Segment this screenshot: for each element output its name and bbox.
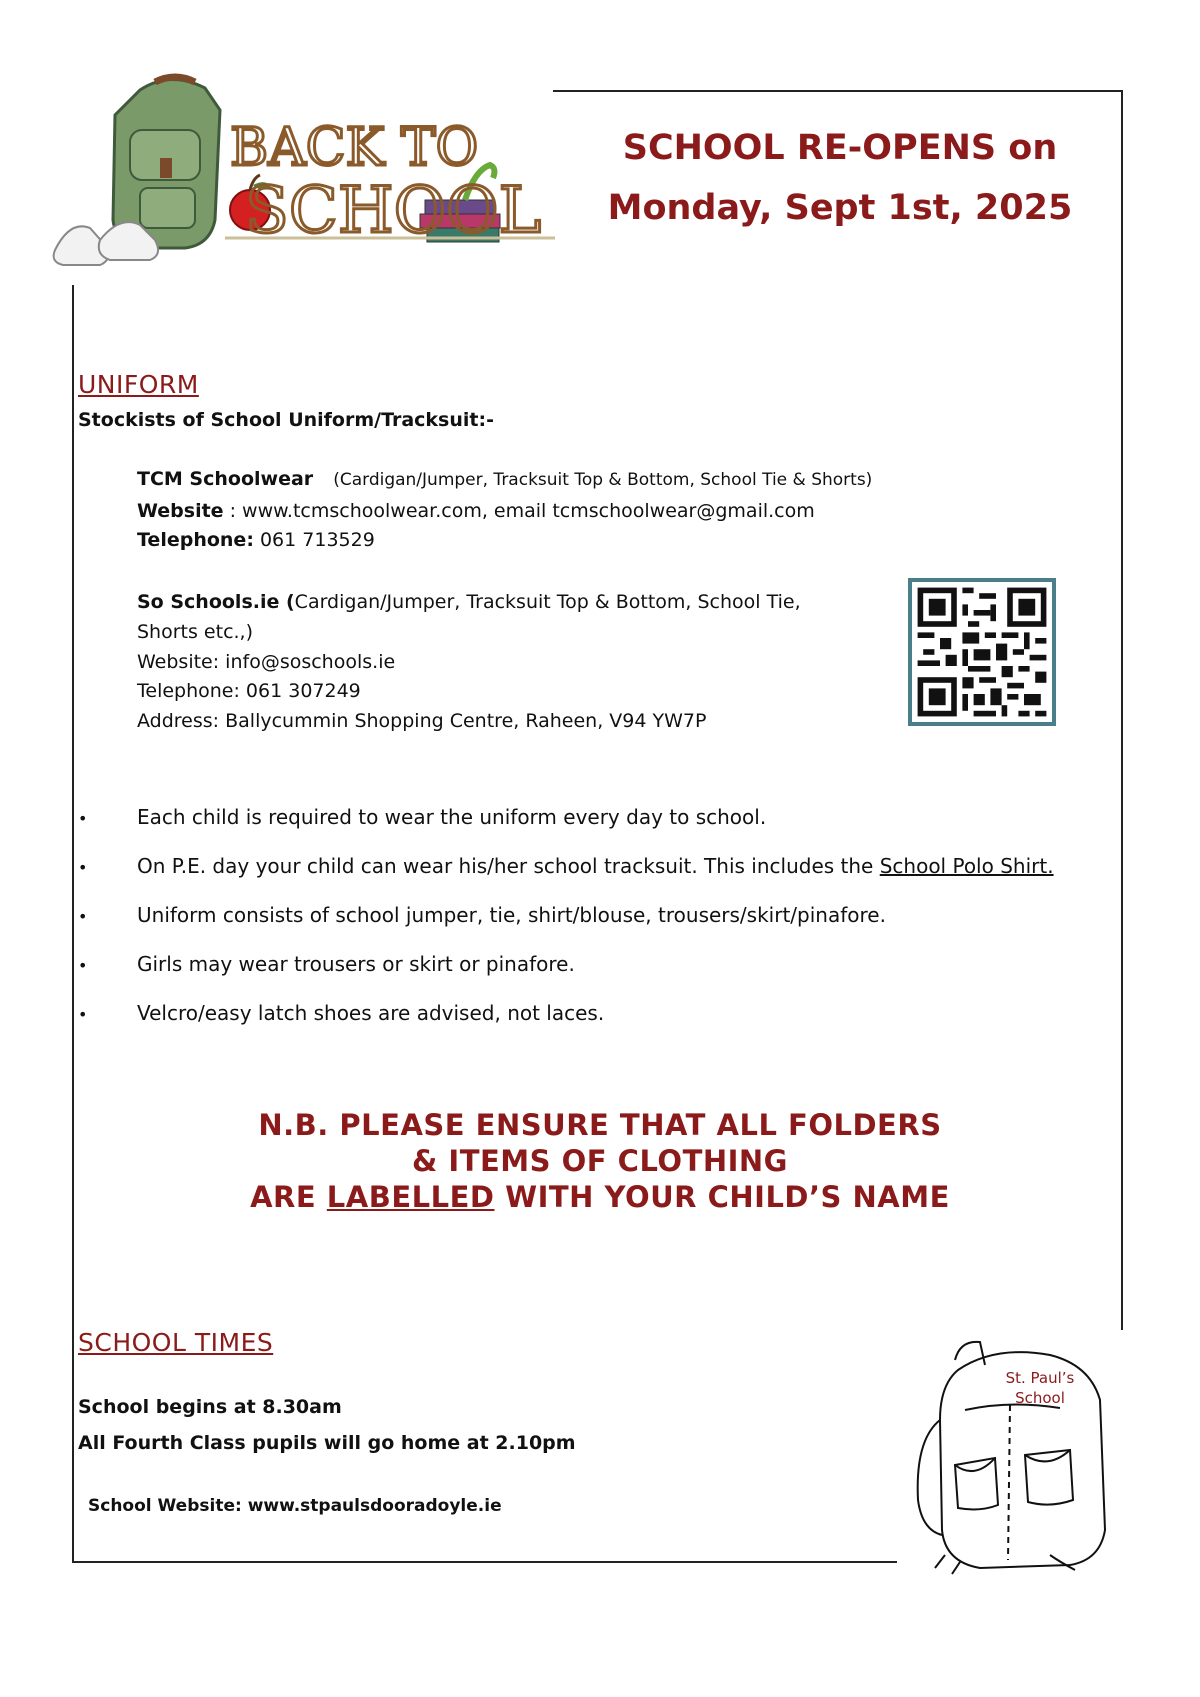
clipart-caption-line1: BACK TO bbox=[230, 118, 479, 178]
list-item-text: Girls may wear trousers or skirt or pinafore. bbox=[137, 952, 575, 976]
soschools-website[interactable]: Website: info@soschools.ie bbox=[137, 651, 396, 673]
bullet-icon: • bbox=[78, 1005, 88, 1024]
notice-line-2: & ITEMS OF CLOTHING bbox=[412, 1144, 788, 1178]
list-item bbox=[78, 805, 1128, 854]
notice-line-3-pre: ARE bbox=[250, 1180, 327, 1214]
tcm-website-label: Website bbox=[137, 500, 224, 522]
tcm-telephone-label: Telephone: bbox=[137, 529, 254, 551]
bullet-icon: • bbox=[78, 956, 88, 975]
list-item-text: Velcro/easy latch shoes are advised, not laces. bbox=[137, 1001, 605, 1025]
bullet-icon: • bbox=[78, 858, 88, 877]
school-times-title: SCHOOL TIMES bbox=[78, 1328, 274, 1357]
qr-code-icon bbox=[912, 582, 1052, 722]
tcm-telephone-line bbox=[137, 529, 375, 551]
polo-shirt-link[interactable]: School Polo Shirt. bbox=[879, 854, 1054, 878]
soschools-address: Address: Ballycummin Shopping Centre, Raheen, V94 YW7P bbox=[137, 710, 707, 732]
tcm-website-value[interactable]: : www.tcmschoolwear.com, email tcmschoolwear@gmail.com bbox=[223, 500, 815, 522]
notice-line-1: N.B. PLEASE ENSURE THAT ALL FOLDERS bbox=[258, 1108, 942, 1142]
soschools-items-2: Shorts etc.,) bbox=[137, 621, 254, 643]
frame-right-border bbox=[1121, 90, 1123, 1330]
list-item-text: Each child is required to wear the uniform every day to school. bbox=[137, 805, 767, 829]
bag-label bbox=[1000, 1368, 1080, 1408]
soschools-heading bbox=[137, 591, 801, 613]
reopen-line-1: SCHOOL RE-OPENS on bbox=[622, 128, 1058, 168]
tcm-telephone-value: 061 713529 bbox=[253, 529, 375, 551]
tcm-heading bbox=[137, 468, 872, 490]
bullet-icon: • bbox=[78, 809, 88, 828]
soschools-telephone: Telephone: 061 307249 bbox=[137, 680, 361, 702]
pe-day-text: On P.E. day your child can wear his/her school tracksuit. This includes the bbox=[137, 854, 880, 878]
list-item-text bbox=[137, 854, 1054, 878]
list-item bbox=[78, 903, 1128, 952]
reopen-headline bbox=[580, 118, 1100, 238]
list-item bbox=[78, 952, 1128, 1001]
list-item-text: Uniform consists of school jumper, tie, shirt/blouse, trousers/skirt/pinafore. bbox=[137, 903, 886, 927]
fourth-class-home-time: All Fourth Class pupils will go home at 2.10pm bbox=[78, 1432, 576, 1454]
bullet-icon: • bbox=[78, 907, 88, 926]
list-item bbox=[78, 1001, 1128, 1050]
qr-code[interactable] bbox=[908, 578, 1056, 726]
frame-bottom-border bbox=[72, 1561, 897, 1563]
frame-left-border bbox=[72, 285, 74, 1562]
uniform-title: UNIFORM bbox=[78, 370, 199, 399]
notice-line-3 bbox=[150, 1179, 1050, 1215]
tcm-name: TCM Schoolwear bbox=[137, 468, 314, 490]
soschools-name: So Schools.ie ( bbox=[137, 591, 295, 613]
notice-line-3-post: WITH YOUR CHILD’S NAME bbox=[494, 1180, 950, 1214]
sneakers-icon bbox=[54, 222, 158, 265]
school-website[interactable]: School Website: www.stpaulsdooradoyle.ie bbox=[88, 1496, 502, 1516]
stockists-intro: Stockists of School Uniform/Tracksuit:- bbox=[78, 409, 494, 431]
tcm-items: (Cardigan/Jumper, Tracksuit Top & Bottom, School Tie & Shorts) bbox=[333, 470, 873, 490]
bag-label-line-1: St. Paul’s bbox=[1005, 1369, 1075, 1387]
uniform-rules-list bbox=[78, 805, 1128, 1050]
soschools-items-1: Cardigan/Jumper, Tracksuit Top & Bottom, School Tie, bbox=[294, 591, 801, 613]
school-begins: School begins at 8.30am bbox=[78, 1396, 342, 1418]
reopen-line-2: Monday, Sept 1st, 2025 bbox=[607, 188, 1073, 228]
back-to-school-clipart bbox=[45, 70, 565, 295]
bag-label-line-2: School bbox=[1015, 1389, 1065, 1407]
tcm-website-line bbox=[137, 500, 815, 522]
notice-labelled: LABELLED bbox=[326, 1180, 495, 1214]
clipart-caption-line2: SCHOOL bbox=[245, 174, 542, 248]
frame-top-border bbox=[553, 90, 1123, 92]
school-bag-drawing bbox=[900, 1330, 1125, 1575]
labelling-notice bbox=[150, 1107, 1050, 1215]
list-item bbox=[78, 854, 1128, 903]
